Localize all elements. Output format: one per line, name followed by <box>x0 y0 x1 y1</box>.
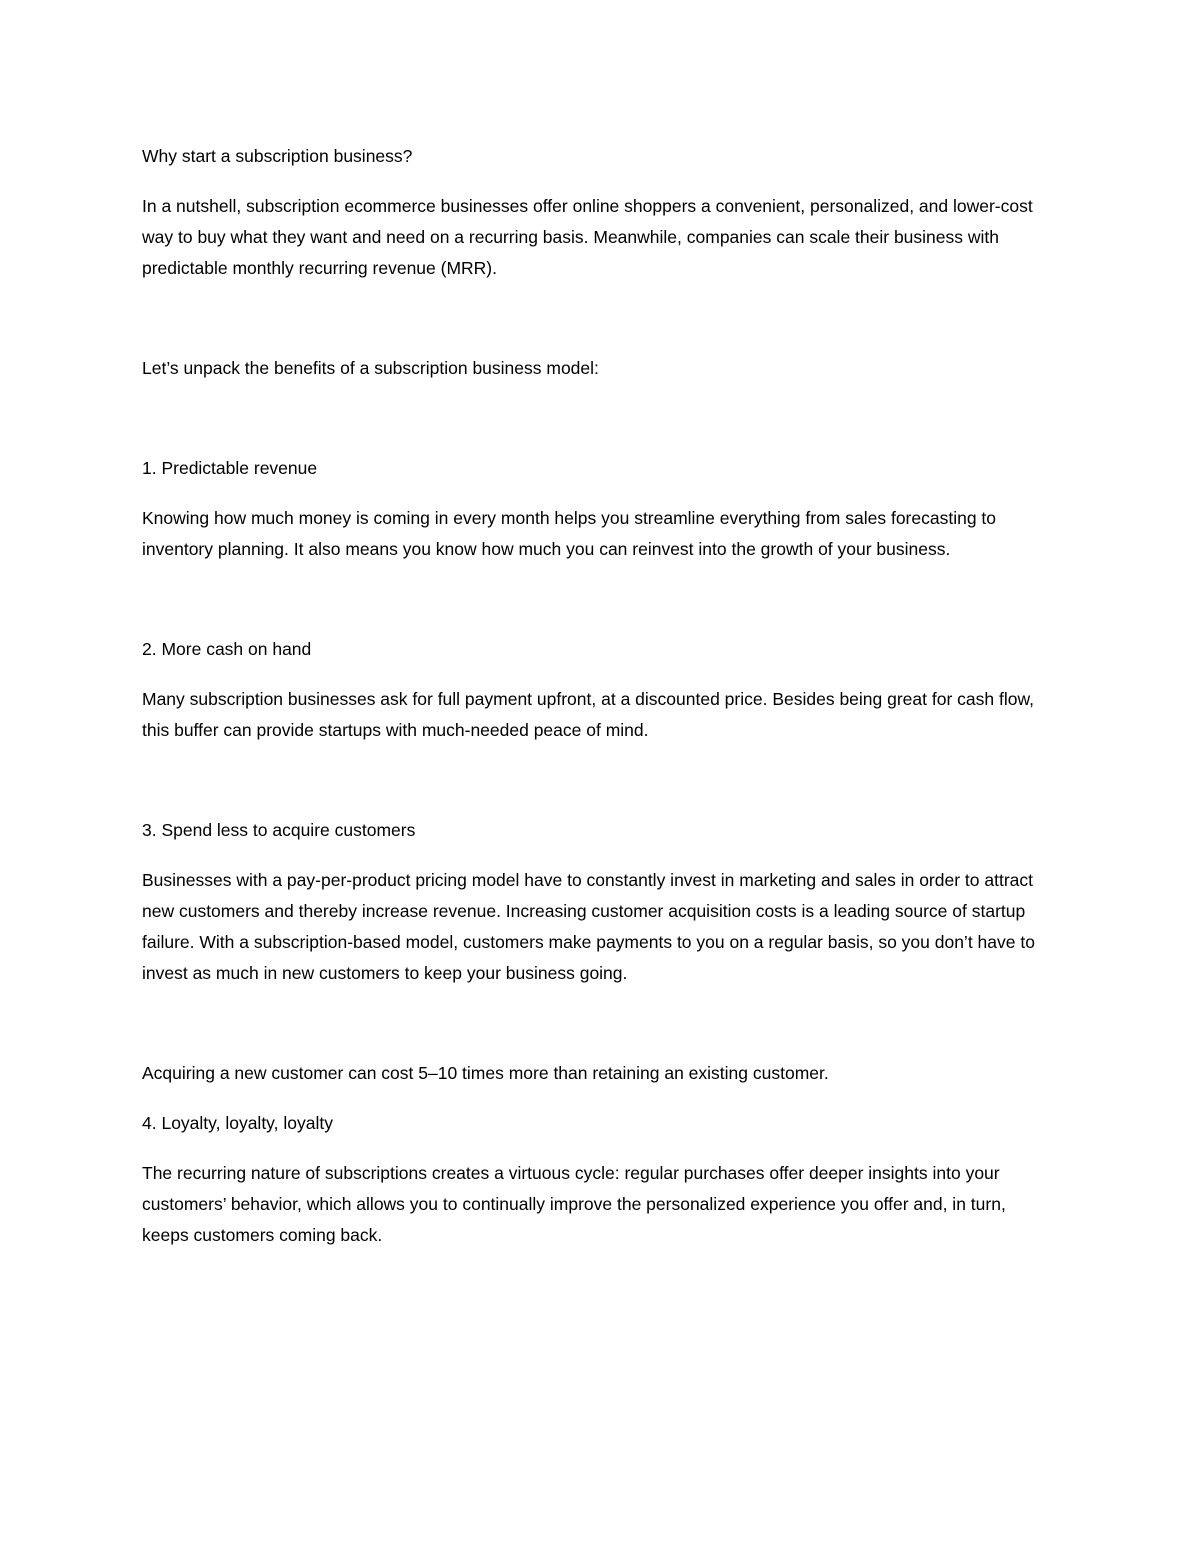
section-body-loyalty: The recurring nature of subscriptions creates a virtuous cycle: regular purchases offer deeper insights into your customers’ behavior, which allows you to continually improve the personalized experience you offer and, in turn, keeps customers coming back. <box>142 1163 1006 1245</box>
section-heading-cash-on-hand: 2. More cash on hand <box>142 639 312 659</box>
section-body-cash-on-hand: Many subscription businesses ask for full payment upfront, at a discounted price. Besides being great for cash flow, this buffer can provide startups with much-needed peace of mind. <box>142 689 1035 740</box>
section-heading-predictable-revenue: 1. Predictable revenue <box>142 458 318 478</box>
document-title: Why start a subscription business? <box>142 146 413 166</box>
intro-paragraph: In a nutshell, subscription ecommerce businesses offer online shoppers a convenient, personalized, and lower-cost way to buy what they want and need on a recurring basis. Meanwhile, companies can scale their business with predictable monthly recurring revenue (MRR). <box>142 196 1033 278</box>
section-body-acquire-customers: Businesses with a pay-per-product pricing model have to constantly invest in marketing and sales in order to attract new customers and thereby increase revenue. Increasing customer acquisition costs is a leading source of startup failure. With a subscription-based model, customers make payments to you on a regular basis, so you don’t have to invest as much in new customers to keep your business going. <box>142 870 1035 983</box>
document-body <box>142 141 1057 1251</box>
section-heading-acquire-customers: 3. Spend less to acquire customers <box>142 820 416 840</box>
unpack-paragraph: Let’s unpack the benefits of a subscription business model: <box>142 358 599 378</box>
section-body-predictable-revenue: Knowing how much money is coming in every month helps you streamline everything from sales forecasting to inventory planning. It also means you know how much you can reinvest into the growth of your business. <box>142 508 997 559</box>
section-heading-loyalty: 4. Loyalty, loyalty, loyalty <box>142 1113 333 1133</box>
acquisition-cost-note: Acquiring a new customer can cost 5–10 times more than retaining an existing customer. <box>142 1063 829 1083</box>
